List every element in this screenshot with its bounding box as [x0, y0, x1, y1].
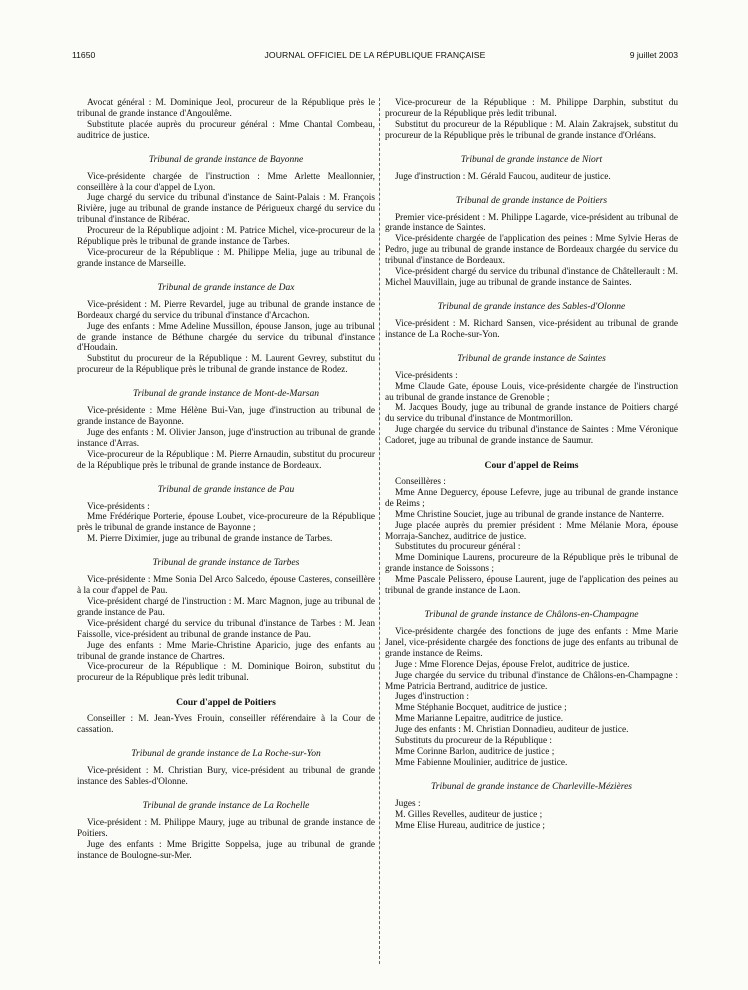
- tribunal-heading: Tribunal de grande instance des Sables-d'Olonne: [437, 301, 626, 312]
- text-paragraph: Mme Dominique Laurens, procureure de la République près le tribunal de grande instance de Soissons ;: [385, 553, 678, 575]
- text-paragraph: Vice-présidente chargée des fonctions de juge des enfants : Mme Marie Janel, vice-présidente chargée des fonctions de juge des enfants au tribunal de grande instance de Reims.: [385, 627, 678, 659]
- text-paragraph: Substitute placée auprès du procureur général : Mme Chantal Combeau, auditrice de justice.: [77, 119, 375, 141]
- tribunal-heading: Tribunal de grande instance de Charleville-Mézières: [431, 781, 632, 792]
- tribunal-heading: Tribunal de grande instance de Tarbes: [152, 558, 300, 569]
- text-paragraph: M. Pierre Diximier, juge au tribunal de grande instance de Tarbes.: [87, 534, 333, 545]
- text-paragraph: Conseiller : M. Jean-Yves Frouin, conseiller référendaire à la Cour de cassation.: [77, 714, 375, 736]
- column-divider: [379, 98, 380, 964]
- text-paragraph: Vice-procureur de la République : M. Philippe Melia, juge au tribunal de grande instance de Marseille.: [77, 247, 375, 269]
- text-paragraph: Vice-présidents :: [87, 501, 150, 512]
- text-paragraph: Juge des enfants : M. Christian Donnadieu, auditeur de justice.: [395, 725, 629, 736]
- text-paragraph: Mme Marianne Lepaitre, auditrice de justice.: [395, 714, 564, 725]
- text-paragraph: Avocat général : M. Dominique Jeol, procureur de la République près le tribunal de grande instance d'Angoulême.: [77, 98, 375, 119]
- journal-title: JOURNAL OFFICIEL DE LA RÉPUBLIQUE FRANÇAISE: [264, 50, 486, 60]
- tribunal-heading: Tribunal de grande instance de Châlons-en-Champagne: [424, 610, 639, 620]
- cour-appel-heading: Cour d'appel de Reims: [484, 460, 579, 472]
- text-paragraph: Vice-procureur de la République : M. Pierre Arnaudin, substitut du procureur de la République près le tribunal de grande instance de Bordeaux.: [77, 449, 375, 471]
- left-column: [77, 98, 375, 862]
- tribunal-heading: Tribunal de grande instance de La Roche-sur-Yon: [131, 749, 321, 760]
- text-paragraph: Juge placée auprès du premier président : Mme Mélanie Mora, épouse Morraja-Sanchez, auditrice de justice.: [385, 520, 678, 542]
- text-paragraph: Juge des enfants : Mme Marie-Christine Aparicio, juge des enfants au tribunal de grande instance de Chartres.: [77, 640, 375, 662]
- text-paragraph: Juge d'instruction : M. Gérald Faucou, auditeur de justice.: [395, 171, 611, 182]
- text-paragraph: Substitut du procureur de la République : M. Alain Zakrajsek, substitut du procureur de la République près le tribunal de grande instance d'Orléans.: [385, 119, 678, 141]
- text-paragraph: Juges :: [395, 798, 421, 809]
- text-paragraph: Substitutes du procureur général :: [395, 542, 521, 553]
- text-paragraph: Mme Anne Deguercy, épouse Lefevre, juge au tribunal de grande instance de Reims ;: [385, 487, 678, 509]
- text-paragraph: Mme Elise Hureau, auditrice de justice ;: [395, 820, 545, 831]
- text-paragraph: Juge des enfants : Mme Brigitte Soppelsa, juge au tribunal de grande instance de Boulogne-sur-Mer.: [77, 839, 375, 861]
- text-paragraph: Premier vice-président : M. Philippe Lagarde, vice-président au tribunal de grande instance de Saintes.: [385, 212, 678, 234]
- text-paragraph: Procureur de la République adjoint : M. Patrice Michel, vice-procureur de la République près le tribunal de grande instance de Tarbes.: [77, 226, 375, 248]
- text-paragraph: M. Jacques Boudy, juge au tribunal de grande instance de Poitiers chargé du service du tribunal d'instance de Montmorillon.: [385, 403, 678, 425]
- text-paragraph: Vice-président chargé de l'instruction : M. Marc Magnon, juge au tribunal de grande instance de Pau.: [77, 597, 375, 618]
- text-paragraph: Juge chargée du service du tribunal d'instance de Châlons-en-Champagne : Mme Patricia Bertrand, auditrice de justice.: [385, 670, 678, 692]
- tribunal-heading: Tribunal de grande instance de Dax: [157, 282, 295, 293]
- publication-date: 9 juillet 2003: [629, 50, 678, 60]
- tribunal-heading: Tribunal de grande instance de Mont-de-Marsan: [132, 389, 320, 400]
- text-paragraph: Vice-présidente chargée de l'application des peines : Mme Sylvie Heras de Pedro, juge au tribunal de grande instance de Bordeaux chargée du service du tribunal d'instance de Bordeaux.: [385, 234, 678, 267]
- text-paragraph: Vice-présidente : Mme Hélène Bui-Van, juge d'instruction au tribunal de grande instance de Bayonne.: [77, 406, 375, 428]
- text-paragraph: Vice-président : M. Christian Bury, vice-président au tribunal de grande instance des Sables-d'Olonne.: [77, 766, 375, 787]
- text-paragraph: Mme Corinne Barlon, auditrice de justice ;: [395, 746, 555, 757]
- text-paragraph: Mme Frédérique Porterie, épouse Loubet, vice-procureure de la République près le tribunal de grande instance de Bayonne ;: [77, 512, 375, 534]
- text-paragraph: Vice-président : M. Richard Sansen, vice-président au tribunal de grande instance de La Roche-sur-Yon.: [385, 318, 678, 340]
- text-paragraph: Juge chargé du service du tribunal d'instance de Saint-Palais : M. François Rivière, juge au tribunal de grande instance de Périgueux chargé du service du tribunal d'instance de Ribérac.: [77, 193, 375, 226]
- tribunal-heading: Tribunal de grande instance de Bayonne: [148, 154, 304, 165]
- text-paragraph: Juges d'instruction :: [395, 692, 469, 703]
- tribunal-heading: Tribunal de grande instance de Poitiers: [455, 195, 608, 206]
- text-paragraph: Vice-président : M. Pierre Revardel, juge au tribunal de grande instance de Bordeaux chargé du service du tribunal d'instance d'Arcachon.: [77, 299, 375, 321]
- text-paragraph: Juge des enfants : M. Olivier Janson, juge d'instruction au tribunal de grande instance d'Arras.: [77, 427, 375, 449]
- text-paragraph: Vice-présidents :: [395, 370, 458, 381]
- text-paragraph: Vice-président chargé du service du tribunal d'instance de Châtellerault : M. Michel Mauvillain, juge au tribunal de grande instance de Saintes.: [385, 267, 678, 288]
- text-paragraph: Mme Fabienne Moulinier, auditrice de justice.: [395, 757, 568, 768]
- text-paragraph: Juge chargée du service du tribunal d'instance de Saintes : Mme Véronique Cadoret, juge au tribunal de grande instance de Saumur.: [385, 425, 678, 447]
- text-paragraph: Vice-procureur de la République : M. Dominique Boiron, substitut du procureur de la République près ledit tribunal.: [77, 662, 375, 684]
- text-paragraph: Vice-président chargé du service du tribunal d'instance de Tarbes : M. Jean Faissolle, vice-président au tribunal de grande instance de Pau.: [77, 618, 375, 640]
- text-paragraph: Substituts du procureur de la République :: [395, 736, 552, 747]
- right-column: [385, 98, 678, 832]
- text-paragraph: Vice-présidente : Mme Sonia Del Arco Salcedo, épouse Casteres, conseillère à la cour d'appel de Pau.: [77, 575, 375, 597]
- tribunal-heading: Tribunal de grande instance de Saintes: [457, 353, 606, 364]
- tribunal-heading: Tribunal de grande instance de Niort: [460, 154, 603, 165]
- text-paragraph: Juge des enfants : Mme Adeline Mussillon, épouse Janson, juge au tribunal de grande instance de Béthune chargée du service du tribunal d'instance d'Houdain.: [77, 321, 375, 354]
- tribunal-heading: Tribunal de grande instance de La Rochelle: [142, 800, 310, 811]
- cour-appel-heading: Cour d'appel de Poitiers: [176, 697, 276, 709]
- page-number: 11650: [72, 50, 96, 60]
- text-paragraph: Conseillères :: [395, 477, 446, 488]
- page-header: [72, 50, 678, 64]
- text-paragraph: Mme Stéphanie Bocquet, auditrice de justice ;: [395, 703, 567, 714]
- text-paragraph: Mme Claude Gate, épouse Louis, vice-présidente chargée de l'instruction au tribunal de grande instance de Grenoble ;: [385, 381, 678, 403]
- text-paragraph: Vice-président : M. Philippe Maury, juge au tribunal de grande instance de Poitiers.: [77, 817, 375, 839]
- text-paragraph: M. Gilles Revelles, auditeur de justice ;: [395, 809, 543, 820]
- text-paragraph: Mme Christine Souciet, juge au tribunal de grande instance de Nanterre.: [395, 509, 665, 520]
- text-paragraph: Vice-procureur de la République : M. Philippe Darphin, substitut du procureur de la République près ledit tribunal.: [385, 98, 678, 119]
- tribunal-heading: Tribunal de grande instance de Pau: [157, 484, 295, 495]
- text-paragraph: Substitut du procureur de la République : M. Laurent Gevrey, substitut du procureur de la République près le tribunal de grande instance de Rodez.: [77, 354, 375, 376]
- text-paragraph: Vice-présidente chargée de l'instruction : Mme Arlette Meallonnier, conseillère à la cour d'appel de Lyon.: [77, 171, 375, 193]
- text-paragraph: Mme Pascale Pelissero, épouse Laurent, juge de l'application des peines au tribunal de grande instance de Laon.: [385, 575, 678, 597]
- text-paragraph: Juge : Mme Florence Dejas, épouse Frelot, auditrice de justice.: [395, 659, 630, 670]
